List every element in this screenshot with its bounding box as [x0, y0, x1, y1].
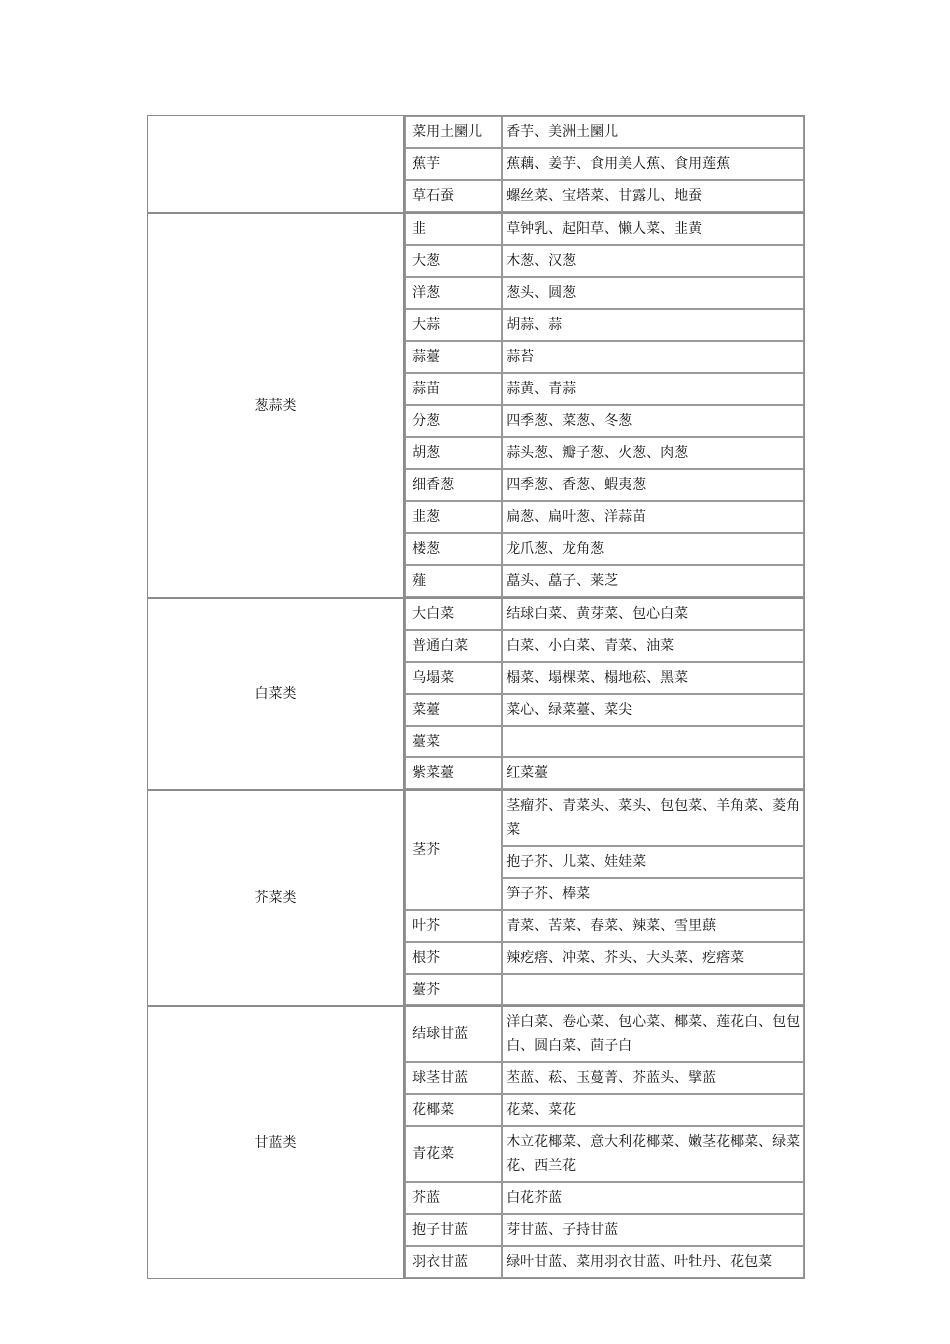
vegetable-aliases: 四季葱、菜葱、冬葱: [502, 405, 804, 437]
vegetable-aliases: 香芋、美洲土圞儿: [502, 116, 804, 148]
vegetable-aliases: 红菜薹: [502, 757, 804, 789]
table-row: [148, 789, 804, 846]
vegetable-aliases: 蒜头葱、瓣子葱、火葱、肉葱: [502, 437, 804, 469]
vegetable-name: 菜用土圞儿: [405, 116, 502, 148]
table-row: [148, 116, 804, 148]
vegetable-name: 胡葱: [405, 437, 502, 469]
category-cell: 白菜类: [148, 597, 405, 789]
vegetable-name: 花椰菜: [405, 1094, 502, 1126]
vegetable-aliases: 抱子芥、儿菜、娃娃菜: [502, 846, 804, 878]
vegetable-aliases: 扁葱、扁叶葱、洋蒜苗: [502, 501, 804, 533]
vegetable-name: 蒜苗: [405, 373, 502, 405]
vegetable-alias-table: [147, 115, 805, 1279]
vegetable-name: 蕉芋: [405, 148, 502, 180]
category-cell: 甘蓝类: [148, 1005, 405, 1278]
vegetable-name: 韭葱: [405, 501, 502, 533]
vegetable-name: 薹菜: [405, 726, 502, 757]
vegetable-name: 菜薹: [405, 694, 502, 726]
vegetable-aliases: 苤蓝、菘、玉蔓菁、芥蓝头、擘蓝: [502, 1062, 804, 1094]
vegetable-aliases: 笋子芥、棒菜: [502, 878, 804, 910]
vegetable-aliases: 结球白菜、黄芽菜、包心白菜: [502, 597, 804, 630]
vegetable-name: 芥蓝: [405, 1182, 502, 1214]
vegetable-aliases: 龙爪葱、龙角葱: [502, 533, 804, 565]
table-row: [148, 1005, 804, 1062]
vegetable-name: 普通白菜: [405, 630, 502, 662]
vegetable-aliases: 青菜、苦菜、春菜、辣菜、雪里蕻: [502, 910, 804, 942]
vegetable-aliases: 草钟乳、起阳草、懒人菜、韭黄: [502, 212, 804, 245]
vegetable-aliases: [502, 974, 804, 1005]
vegetable-name: 草石蚕: [405, 180, 502, 212]
vegetable-name: 薹芥: [405, 974, 502, 1005]
vegetable-name: 乌塌菜: [405, 662, 502, 694]
vegetable-name: 根芥: [405, 942, 502, 974]
category-cell: 葱蒜类: [148, 212, 405, 597]
vegetable-name: 球茎甘蓝: [405, 1062, 502, 1094]
vegetable-name: 分葱: [405, 405, 502, 437]
vegetable-aliases: 螺丝菜、宝塔菜、甘露儿、地蚕: [502, 180, 804, 212]
vegetable-name: 大蒜: [405, 309, 502, 341]
vegetable-name: 细香葱: [405, 469, 502, 501]
vegetable-aliases: 绿叶甘蓝、菜用羽衣甘蓝、叶牡丹、花包菜: [502, 1246, 804, 1278]
category-cell: [148, 116, 405, 212]
vegetable-aliases: 茎瘤芥、青菜头、菜头、包包菜、羊角菜、菱角菜: [502, 789, 804, 846]
vegetable-name: 楼葱: [405, 533, 502, 565]
vegetable-name: 洋葱: [405, 277, 502, 309]
vegetable-aliases: 白花芥蓝: [502, 1182, 804, 1214]
vegetable-aliases: 木立花椰菜、意大利花椰菜、嫩茎花椰菜、绿菜花、西兰花: [502, 1126, 804, 1182]
vegetable-aliases: [502, 726, 804, 757]
vegetable-aliases: 洋白菜、卷心菜、包心菜、椰菜、莲花白、包包白、圆白菜、茴子白: [502, 1005, 804, 1062]
vegetable-aliases: 花菜、菜花: [502, 1094, 804, 1126]
vegetable-aliases: 菜心、绿菜薹、菜尖: [502, 694, 804, 726]
vegetable-name: 叶芥: [405, 910, 502, 942]
vegetable-name: 大葱: [405, 245, 502, 277]
vegetable-name: 薤: [405, 565, 502, 597]
vegetable-aliases: 葱头、圆葱: [502, 277, 804, 309]
vegetable-name: 青花菜: [405, 1126, 502, 1182]
vegetable-name: 紫菜薹: [405, 757, 502, 789]
table-row: [148, 597, 804, 630]
vegetable-aliases: 蒜苔: [502, 341, 804, 373]
vegetable-aliases: 芽甘蓝、子持甘蓝: [502, 1214, 804, 1246]
vegetable-aliases: 蕉藕、姜芋、食用美人蕉、食用莲蕉: [502, 148, 804, 180]
vegetable-name: 茎芥: [405, 789, 502, 910]
vegetable-name: 韭: [405, 212, 502, 245]
vegetable-aliases: 木葱、汉葱: [502, 245, 804, 277]
vegetable-name: 大白菜: [405, 597, 502, 630]
vegetable-name: 蒜薹: [405, 341, 502, 373]
table-row: [148, 212, 804, 245]
vegetable-aliases: 蒜黄、青蒜: [502, 373, 804, 405]
vegetable-aliases: 胡蒜、蒜: [502, 309, 804, 341]
vegetable-aliases: 四季葱、香葱、蝦夷葱: [502, 469, 804, 501]
vegetable-aliases: 白菜、小白菜、青菜、油菜: [502, 630, 804, 662]
vegetable-name: 羽衣甘蓝: [405, 1246, 502, 1278]
vegetable-name: 结球甘蓝: [405, 1005, 502, 1062]
vegetable-name: 抱子甘蓝: [405, 1214, 502, 1246]
vegetable-aliases: 藠头、藠子、莱芝: [502, 565, 804, 597]
vegetable-aliases: 榻菜、塌棵菜、榻地菘、黑菜: [502, 662, 804, 694]
vegetable-aliases: 辣疙瘩、冲菜、芥头、大头菜、疙瘩菜: [502, 942, 804, 974]
category-cell: 芥菜类: [148, 789, 405, 1005]
